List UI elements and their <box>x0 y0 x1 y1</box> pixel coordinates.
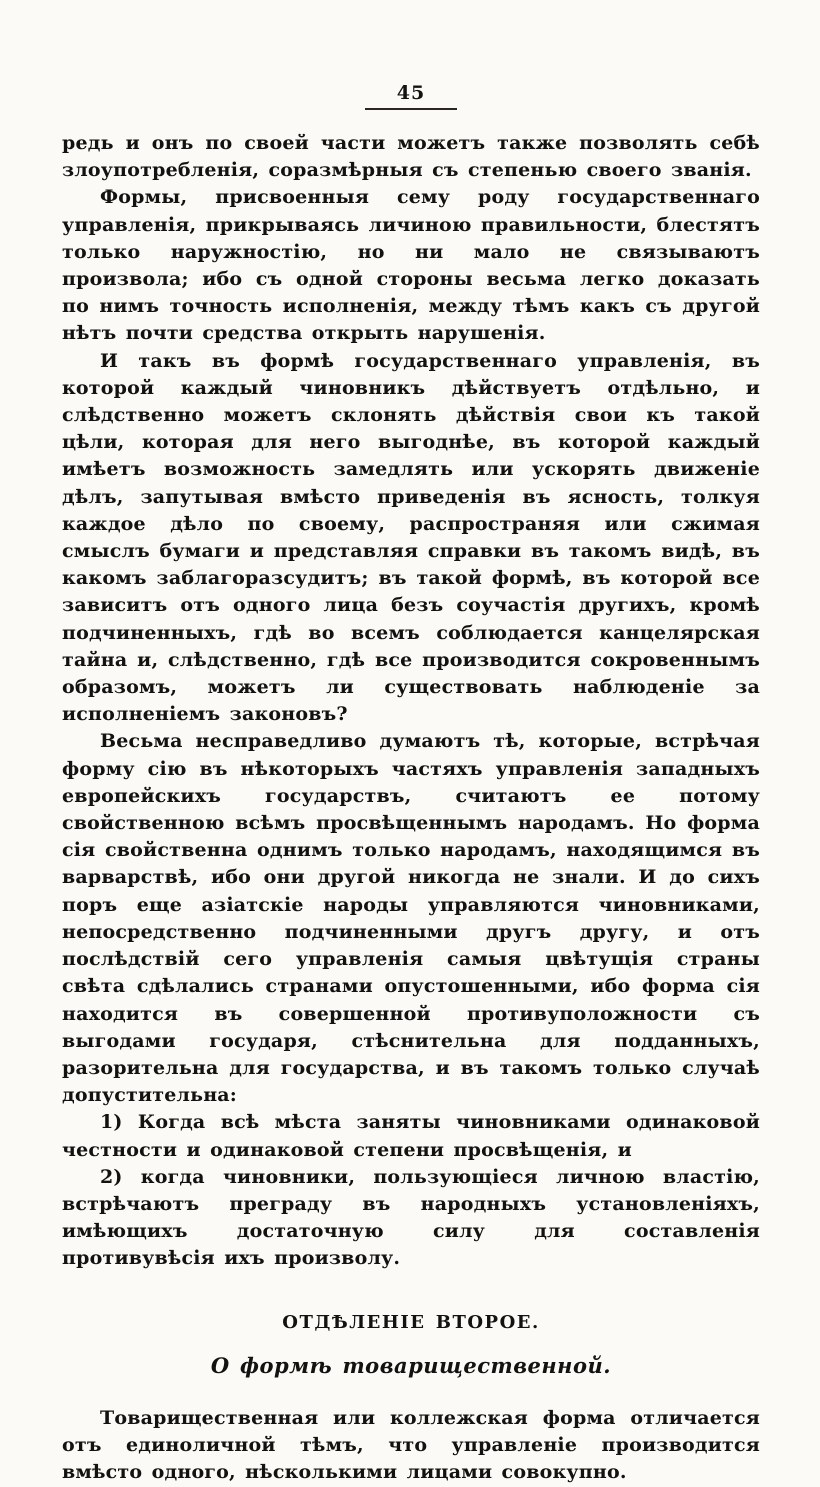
page-number: 45 <box>396 82 426 104</box>
paragraph: Весьма несправедливо думаютъ тѣ, которые, встрѣчая форму сію въ нѣкоторыхъ частяхъ управленія западныхъ европейскихъ государствъ, считаютъ ее потому свойственною всѣмъ просвѣщеннымъ народамъ. Но форма сія свойственна однимъ только народамъ, находящимся въ варварствѣ, ибо они другой никогда не знали. И до сихъ поръ еще азіатскіе народы управляются чиновниками, непосредственно подчиненными другъ другу, и отъ послѣдствій сего управленія самыя цвѣтущія страны свѣта сдѣлались странами опустошенными, ибо форма сія находится въ совершенной противуположности съ выгодами государя, стѣснительна для подданныхъ, разорительна для государства, и въ такомъ только случаѣ допустительна: <box>62 730 760 1107</box>
paragraph-continuation: редь и онъ по своей части можетъ также позволять себѣ злоупотребленія, соразмѣрныя съ степенью своего званія. <box>62 132 760 182</box>
text-block <box>62 130 760 1487</box>
page-number-rule <box>365 108 457 110</box>
section-heading: ОТДѢЛЕНІЕ ВТОРОЕ. <box>282 1311 540 1333</box>
paragraph: И такъ въ формѣ государственнаго управленія, въ которой каждый чиновникъ дѣйствуетъ отдѣльно, и слѣдственно можетъ склонять дѣйствія свои къ такой цѣли, которая для него выгоднѣе, въ которой каждый имѣетъ возможность замедлять или ускорять движеніе дѣлъ, запутывая вмѣсто приведенія въ ясность, толкуя каждое дѣло по своему, распространяя или сжимая смыслъ бумаги и представляя справки въ такомъ видѣ, въ какомъ заблагоразсудитъ; въ такой формѣ, въ которой все зависитъ отъ одного лица безъ соучастія другихъ, кромѣ подчиненныхъ, гдѣ во всемъ соблюдается канцелярская тайна и, слѣдственно, гдѣ все производится сокровеннымъ образомъ, можетъ ли существовать наблюденіе за исполненіемъ законовъ? <box>62 349 760 726</box>
paragraph: Товарищественная или коллежская форма отличается отъ единоличной тѣмъ, что управленіе производится вмѣсто одного, нѣсколькими лицами совокупно. <box>62 1406 760 1484</box>
page-header <box>62 82 760 110</box>
paragraph-list-item-2: 2) когда чиновники, пользующіеся личною властію, встрѣчаютъ преграду въ народныхъ установленіяхъ, имѣющихъ достаточную силу для составленія противувѣсія ихъ произволу. <box>62 1165 760 1270</box>
section-subheading: О формѣ товарищественной. <box>210 1352 612 1378</box>
paragraph: Формы, присвоенныя сему роду государственнаго управленія, прикрываясь личиною правильности, блестятъ только наружностію, но ни мало не связываютъ произвола; ибо съ одной стороны весьма легко доказать по нимъ точность исполненія, между тѣмъ какъ съ другой нѣтъ почти средства открыть нарушенія. <box>62 186 760 345</box>
paragraph-list-item-1: 1) Когда всѣ мѣста заняты чиновниками одинаковой честности и одинаковой степени просвѣщенія, и <box>62 1111 760 1161</box>
